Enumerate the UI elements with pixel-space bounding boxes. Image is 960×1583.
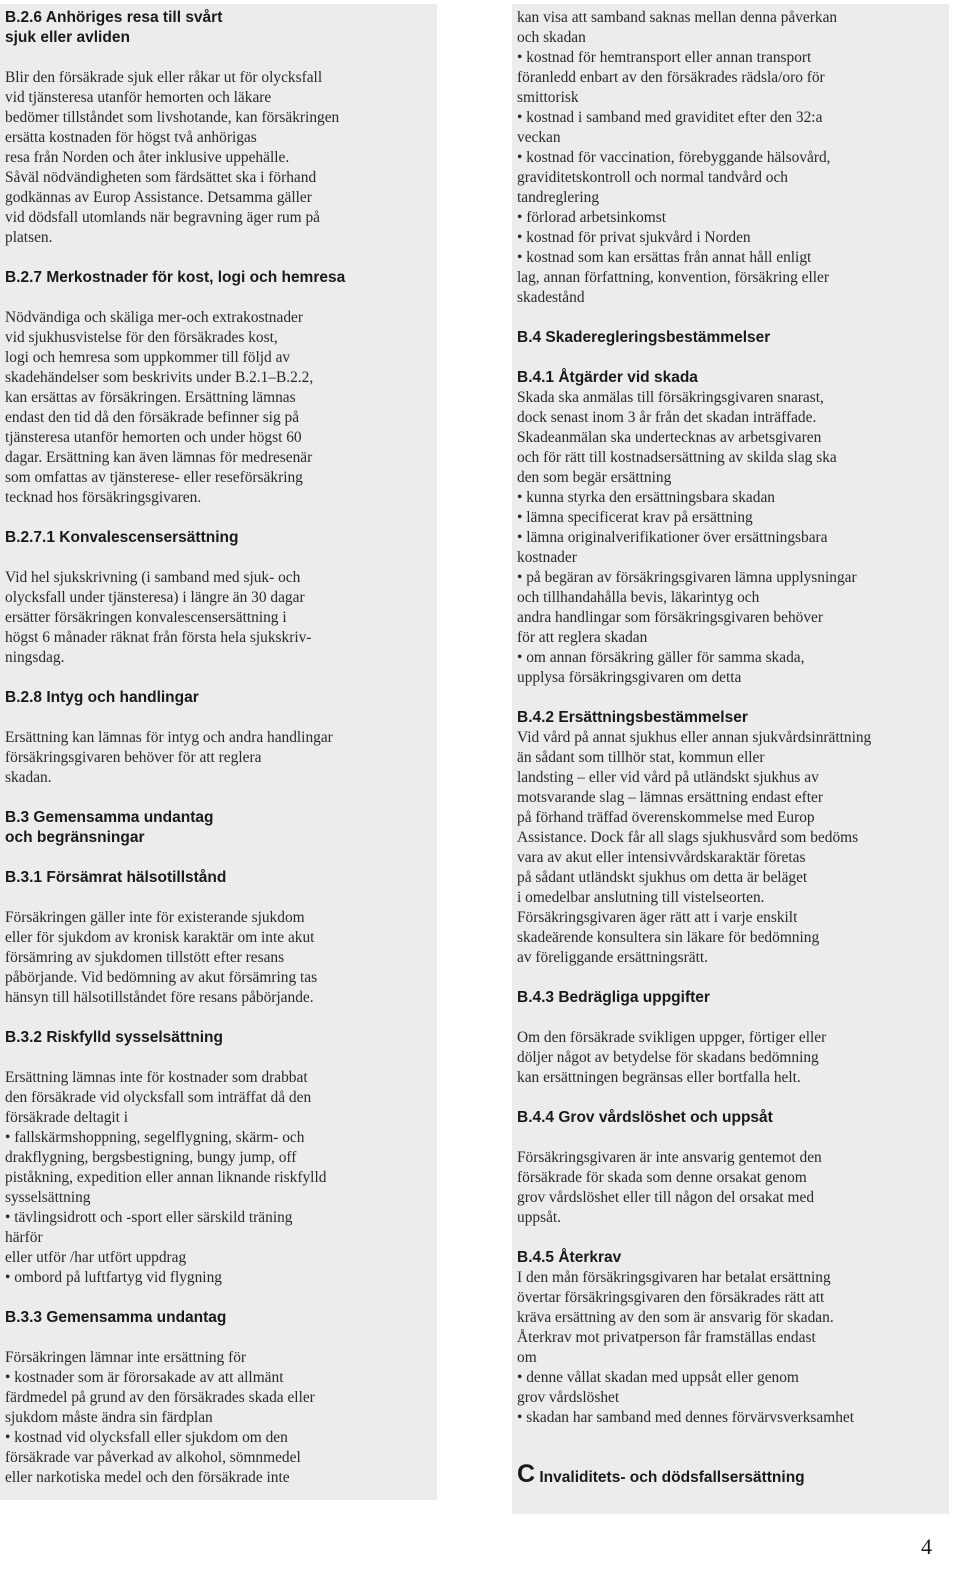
paragraph bbox=[5, 1068, 431, 1288]
text-line: • lämna originalverifikationer över ersättningsbara bbox=[517, 529, 828, 546]
text-line: döljer något av betydelse för skadans bedömning bbox=[517, 1049, 819, 1066]
paragraph bbox=[517, 1268, 943, 1428]
text-line: i omedelbar anslutning till vistelseorten. bbox=[517, 889, 765, 906]
text-line: tjänsteresa utanför hemorten och under högst 60 bbox=[5, 429, 302, 446]
text-line: försäkrade för skada som denne orsakat genom bbox=[517, 1169, 807, 1186]
text-line: försäkrade var påverkad av alkohol, sömnmedel bbox=[5, 1449, 301, 1466]
section-heading-b-3-1 bbox=[5, 868, 431, 888]
section-heading-b-2-8 bbox=[5, 688, 431, 708]
text-line: Blir den försäkrade sjuk eller råkar ut för olycksfall bbox=[5, 69, 323, 86]
text-line: övertar försäkringsgivaren den försäkrades rätt att bbox=[517, 1289, 825, 1306]
text-line: grov vårdslöshet eller till någon del orsakat med bbox=[517, 1189, 815, 1206]
section-heading-b-4-4 bbox=[517, 1108, 943, 1128]
section-heading-b-3-2 bbox=[5, 1028, 431, 1048]
text-line: vid sjukhusvistelse för den försäkrades kost, bbox=[5, 329, 278, 346]
text-line: Vid hel sjukskrivning (i samband med sjuk- och bbox=[5, 569, 301, 586]
paragraph bbox=[5, 728, 431, 788]
text-line: B.4.5 Återkrav bbox=[517, 1249, 622, 1266]
paragraph bbox=[517, 8, 943, 308]
text-line: vid dödsfall utomlands när begravning äger rum på bbox=[5, 209, 320, 226]
text-line: • kostnad i samband med graviditet efter den 32:a bbox=[517, 109, 823, 126]
text-line: logi och hemresa som uppkommer till följd av bbox=[5, 349, 291, 366]
text-line: B.3.2 Riskfylld sysselsättning bbox=[5, 1029, 223, 1046]
text-line: • kostnad för privat sjukvård i Norden bbox=[517, 229, 751, 246]
text-line: smittorisk bbox=[517, 89, 579, 106]
text-line: B.2.8 Intyg och handlingar bbox=[5, 689, 199, 706]
text-line: landsting – eller vid vård på utländskt sjukhus av bbox=[517, 769, 819, 786]
text-line: graviditetskontroll och normal tandvård och bbox=[517, 169, 788, 186]
text-line: • tävlingsidrott och -sport eller särskild träning bbox=[5, 1209, 293, 1226]
text-line: drakflygning, bergsbestigning, bungy jump, off bbox=[5, 1149, 297, 1166]
text-line: Nödvändiga och skäliga mer-och extrakostnader bbox=[5, 309, 303, 326]
left-column bbox=[0, 4, 437, 1500]
text-line: kan ersättas av försäkringen. Ersättning lämnas bbox=[5, 389, 296, 406]
text-line: • kostnad för hemtransport eller annan transport bbox=[517, 49, 812, 66]
text-line: kostnader bbox=[517, 549, 577, 566]
text-line: B.3 Gemensamma undantag bbox=[5, 809, 214, 826]
text-line: eller utför /har utfört uppdrag bbox=[5, 1249, 187, 1266]
section-heading-b-2-7-1 bbox=[5, 528, 431, 548]
text-line: veckan bbox=[517, 129, 561, 146]
text-line: försäkringsgivaren behöver för att reglera bbox=[5, 749, 262, 766]
text-line: den försäkrade vid olycksfall som inträffat då den bbox=[5, 1089, 312, 1106]
text-line: Skada ska anmälas till försäkringsgivaren snarast, bbox=[517, 389, 824, 406]
section-heading-b-4-1 bbox=[517, 368, 943, 388]
text-line: föranledd enbart av den försäkrades rädsla/oro för bbox=[517, 69, 825, 86]
text-line: och begränsningar bbox=[5, 829, 145, 846]
text-line: kan visa att samband saknas mellan denna påverkan bbox=[517, 9, 838, 26]
paragraph bbox=[517, 1148, 943, 1228]
text-line: skadeärende konsultera sin läkare för bedömning bbox=[517, 929, 820, 946]
text-line: för att reglera skadan bbox=[517, 629, 648, 646]
text-line: I den mån försäkringsgivaren har betalat ersättning bbox=[517, 1269, 831, 1286]
paragraph bbox=[517, 388, 943, 688]
text-line: • kostnad för vaccination, förebyggande hälsovård, bbox=[517, 149, 831, 166]
text-line: motsvarande slag – lämnas ersättning endast efter bbox=[517, 789, 824, 806]
text-line: B.3.1 Försämrat hälsotillstånd bbox=[5, 869, 227, 886]
text-line: • denne vållat skadan med uppsåt eller genom bbox=[517, 1369, 799, 1386]
text-line: på förhand träffad överenskommelse med Europ bbox=[517, 809, 815, 826]
section-line bbox=[517, 1462, 943, 1488]
text-line: B.4.3 Bedrägliga uppgifter bbox=[517, 989, 710, 1006]
section-heading-b-4-3 bbox=[517, 988, 943, 1008]
text-line: Försäkringen gäller inte för existerande sjukdom bbox=[5, 909, 305, 926]
text-line: godkännas av Europ Assistance. Detsamma gäller bbox=[5, 189, 312, 206]
paragraph bbox=[5, 68, 431, 248]
text-line: Invaliditets- och dödsfallsersättning bbox=[535, 1469, 805, 1486]
text-line: skadehändelser som beskrivits under B.2.1–B.2.2, bbox=[5, 369, 314, 386]
text-line: piståkning, expedition eller annan liknande riskfylld bbox=[5, 1169, 327, 1186]
text-line: Återkrav mot privatperson får framställas endast bbox=[517, 1329, 816, 1346]
text-line: • kostnad vid olycksfall eller sjukdom om den bbox=[5, 1429, 288, 1446]
text-line: Försäkringsgivaren är inte ansvarig gentemot den bbox=[517, 1149, 822, 1166]
text-line: olycksfall under tjänsteresa) i längre än 30 dagar bbox=[5, 589, 305, 606]
section-heading-b-4 bbox=[517, 328, 943, 348]
text-line: försäkrade deltagit i bbox=[5, 1109, 129, 1126]
text-line: av föreliggande ersättningsrätt. bbox=[517, 949, 709, 966]
paragraph bbox=[5, 568, 431, 668]
text-line: Såväl nödvändigheten som färdsättet ska i förhand bbox=[5, 169, 317, 186]
text-line: och skadan bbox=[517, 29, 586, 46]
text-line: grov vårdslöshet bbox=[517, 1389, 620, 1406]
paragraph bbox=[5, 308, 431, 508]
text-line: platsen. bbox=[5, 229, 53, 246]
text-line: Assistance. Dock får all slags sjukhusvård som bedöms bbox=[517, 829, 859, 846]
text-line: • förlorad arbetsinkomst bbox=[517, 209, 666, 226]
text-line: B.3.3 Gemensamma undantag bbox=[5, 1309, 227, 1326]
text-line: Om den försäkrade svikligen uppger, förtiger eller bbox=[517, 1029, 827, 1046]
text-line: sysselsättning bbox=[5, 1189, 91, 1206]
text-line: vid tjänsteresa utanför hemorten och läkare bbox=[5, 89, 272, 106]
section-heading-b-3-3 bbox=[5, 1308, 431, 1328]
text-line: Försäkringsgivaren äger rätt att i varje enskilt bbox=[517, 909, 798, 926]
paragraph bbox=[517, 1028, 943, 1088]
section-heading-c bbox=[517, 1462, 943, 1488]
text-line: ersätter försäkringen konvalescensersättning i bbox=[5, 609, 287, 626]
text-line: • om annan försäkring gäller för samma skada, bbox=[517, 649, 805, 666]
text-line: dock senast inom 3 år från det skadan inträffade. bbox=[517, 409, 817, 426]
text-line: • ombord på luftfartyg vid flygning bbox=[5, 1269, 222, 1286]
section-heading-b-3 bbox=[5, 808, 431, 848]
text-line: andra handlingar som försäkringsgivaren behöver bbox=[517, 609, 824, 626]
text-line: försämring av sjukdomen tillstött efter resans bbox=[5, 949, 285, 966]
text-line: kräva ersättning av den som är ansvarig för skadan. bbox=[517, 1309, 834, 1326]
section-heading-b-2-6 bbox=[5, 8, 431, 48]
text-line: B.4 Skaderegleringsbestämmelser bbox=[517, 329, 771, 346]
text-line: • skadan har samband med dennes förvärvsverksamhet bbox=[517, 1409, 855, 1426]
text-line: kan ersättningen begränsas eller bortfalla helt. bbox=[517, 1069, 801, 1086]
text-line: tandreglering bbox=[517, 189, 600, 206]
paragraph bbox=[5, 908, 431, 1008]
text-line: vara av akut eller intensivvårdskaraktär företas bbox=[517, 849, 806, 866]
text-line: bedömer tillståndet som livshotande, kan försäkringen bbox=[5, 109, 340, 126]
paragraph bbox=[517, 728, 943, 968]
text-line: • på begäran av försäkringsgivaren lämna upplysningar bbox=[517, 569, 857, 586]
text-line: B.2.7.1 Konvalescensersättning bbox=[5, 529, 239, 546]
text-line: B.4.1 Åtgärder vid skada bbox=[517, 369, 698, 386]
text-line: • lämna specificerat krav på ersättning bbox=[517, 509, 753, 526]
text-line: färdmedel på grund av den försäkrades skada eller bbox=[5, 1389, 315, 1406]
text-line: Ersättning kan lämnas för intyg och andra handlingar bbox=[5, 729, 333, 746]
text-line: Skadeanmälan ska undertecknas av arbetsgivaren bbox=[517, 429, 822, 446]
text-line: • kostnader som är förorsakade av att allmänt bbox=[5, 1369, 284, 1386]
text-line: resa från Norden och åter inklusive uppehälle. bbox=[5, 149, 290, 166]
section-heading-b-4-5 bbox=[517, 1248, 943, 1268]
text-line: som omfattas av tjänsterese- eller reseförsäkring bbox=[5, 469, 303, 486]
paragraph bbox=[5, 1348, 431, 1488]
text-line: än sådant som tillhör stat, kommun eller bbox=[517, 749, 765, 766]
right-column bbox=[512, 4, 949, 1514]
text-line: härför bbox=[5, 1229, 43, 1246]
text-line: endast den tid då den försäkrade befinner sig på bbox=[5, 409, 300, 426]
text-line: B.2.6 Anhöriges resa till svårt bbox=[5, 9, 223, 26]
text-line: på sådant utländskt sjukhus om detta är beläget bbox=[517, 869, 808, 886]
text-line: sjukdom måste ändra sin färdplan bbox=[5, 1409, 213, 1426]
text-line: Ersättning lämnas inte för kostnader som drabbat bbox=[5, 1069, 308, 1086]
text-line: upplysa försäkringsgivaren om detta bbox=[517, 669, 742, 686]
text-line: påbörjande. Vid bedömning av akut försämring tas bbox=[5, 969, 318, 986]
section-heading-b-4-2 bbox=[517, 708, 943, 728]
text-line: och för rätt till kostnadsersättning av skilda slag ska bbox=[517, 449, 837, 466]
text-line: • kunna styrka den ersättningsbara skadan bbox=[517, 489, 775, 506]
text-line: B.4.2 Ersättningsbestämmelser bbox=[517, 709, 748, 726]
text-line: dagar. Ersättning kan även lämnas för medresenär bbox=[5, 449, 313, 466]
text-line: B.2.7 Merkostnader för kost, logi och hemresa bbox=[5, 269, 346, 286]
text-line: skadan. bbox=[5, 769, 52, 786]
text-line: Försäkringen lämnar inte ersättning för bbox=[5, 1349, 247, 1366]
text-line: ningsdag. bbox=[5, 649, 65, 666]
text-line: eller narkotiska medel och den försäkrade inte bbox=[5, 1469, 290, 1486]
text-line: högst 6 månader räknat från första hela sjukskriv- bbox=[5, 629, 312, 646]
text-line: den som begär ersättning bbox=[517, 469, 672, 486]
text-line: hänsyn till hälsotillståndet före resans påbörjande. bbox=[5, 989, 314, 1006]
text-line: • fallskärmshoppning, segelflygning, skärm- och bbox=[5, 1129, 305, 1146]
text-line: eller för sjukdom av kronisk karaktär om inte akut bbox=[5, 929, 315, 946]
page-number: 4 bbox=[921, 1534, 932, 1559]
text-line: och tillhandahålla bevis, läkarintyg och bbox=[517, 589, 760, 606]
text-line: lag, annan författning, konvention, försäkring eller bbox=[517, 269, 829, 286]
text-line: om bbox=[517, 1349, 537, 1366]
text-line: uppsåt. bbox=[517, 1209, 562, 1226]
text-line: tecknad hos försäkringsgivaren. bbox=[5, 489, 202, 506]
text-line: sjuk eller avliden bbox=[5, 29, 130, 46]
text-line: ersätta kostnaden för högst två anhörigas bbox=[5, 129, 257, 146]
text-line: Vid vård på annat sjukhus eller annan sjukvårdsinrättning bbox=[517, 729, 872, 746]
text-line: B.4.4 Grov vårdslöshet och uppsåt bbox=[517, 1109, 773, 1126]
text-line: skadestånd bbox=[517, 289, 585, 306]
text-line: • kostnad som kan ersättas från annat håll enligt bbox=[517, 249, 812, 266]
section-heading-b-2-7 bbox=[5, 268, 431, 288]
section-letter: C bbox=[517, 1460, 536, 1488]
